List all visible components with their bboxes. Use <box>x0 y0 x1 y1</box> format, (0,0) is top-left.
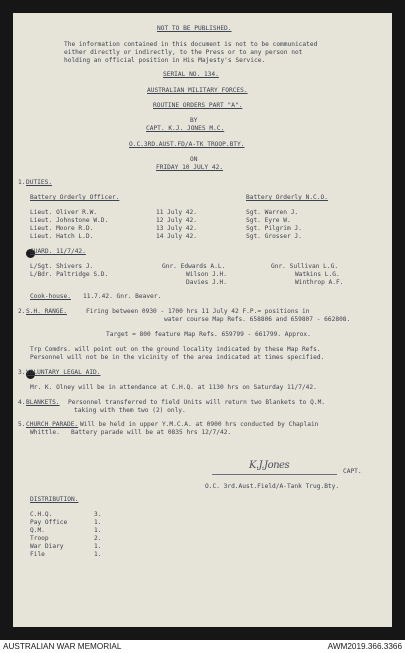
distribution-n-1: 3. <box>94 511 102 518</box>
section-3-heading: VOLUNTARY LEGAL AID. <box>26 369 101 376</box>
unit-name: O.C.3RD.AUST.FD/A-TK TROOP.BTY. <box>129 141 245 148</box>
on-label: ON <box>190 156 198 163</box>
orderly-nco-heading: Battery Orderly N.C.O. <box>246 194 328 201</box>
orders-heading: ROUTINE ORDERS PART "A". <box>153 102 243 109</box>
distribution-n-2: 1. <box>94 519 102 526</box>
firing-note-2: Personnel will not be in the vicinity of the area indicated at times specified. <box>30 354 325 361</box>
nco-name-4: Sgt. Grosser J. <box>246 233 302 240</box>
nco-name-3: Sgt. Pilgrim J. <box>246 225 302 232</box>
distribution-to-1: C.H.Q. <box>30 511 53 518</box>
guard-col2-2: Wilson J.H. <box>186 271 227 278</box>
officer-date-2: 12 July 42. <box>156 217 197 224</box>
guard-col1-1: L/Sgt. Shivers J. <box>30 263 94 270</box>
officer-date-4: 14 July 42. <box>156 233 197 240</box>
section-1-heading: DUTIES. <box>26 179 53 186</box>
distribution-to-3: Q.M. <box>30 527 45 534</box>
distribution-n-3: 1. <box>94 527 102 534</box>
guard-col1-2: L/Bdr. Paltridge S.D. <box>30 271 109 278</box>
firing-note-1: Trp Comdrs. will point out on the ground locality indicated by these Map Refs. <box>30 346 321 353</box>
serial-number: SERIAL NO. 134. <box>163 71 219 78</box>
order-date: FRIDAY 10 JULY 42. <box>156 164 224 171</box>
distribution-n-6: 1. <box>94 551 102 558</box>
force-heading: AUSTRALIAN MILITARY FORCES. <box>147 87 248 94</box>
signature-unit: O.C. 3rd.Aust.Field/A-Tank Trug.Bty. <box>205 483 340 490</box>
notice-line-3: holding an official position in His Majesty's Service. <box>64 57 266 64</box>
by-label: BY <box>190 117 198 124</box>
archive-name: AUSTRALIAN WAR MEMORIAL <box>3 642 122 651</box>
nco-name-2: Sgt. Eyre W. <box>246 217 291 224</box>
archive-footer <box>0 640 405 653</box>
firing-line-2: water course Map Refs. 658806 and 659807 - 662808. <box>164 316 351 323</box>
signature-line <box>212 474 337 475</box>
officer-date-1: 11 July 42. <box>156 209 197 216</box>
officer-name-2: Lieut. Johnstone W.D. <box>30 217 109 224</box>
section-2-number: 2. <box>18 308 26 315</box>
distribution-to-5: War Diary <box>30 543 64 550</box>
officer-name-4: Lieut. Hatch L.D. <box>30 233 94 240</box>
officer-name-1: Lieut. Oliver R.W. <box>30 209 98 216</box>
distribution-to-2: Pay Office <box>30 519 68 526</box>
church-line-1: Will be held in upper Y.M.C.A. at 0900 hrs conducted by Chaplain <box>80 421 319 428</box>
guard-col2-3: Davies J.H. <box>186 279 227 286</box>
cookhouse-detail: 11.7.42. Gnr. Beaver. <box>83 293 162 300</box>
section-5-heading: CHURCH PARADE. <box>26 421 79 428</box>
officer-date-3: 13 July 42. <box>156 225 197 232</box>
nco-name-1: Sgt. Warren J. <box>246 209 299 216</box>
distribution-n-5: 1. <box>94 543 102 550</box>
section-5-number: 5. <box>18 421 26 428</box>
handwritten-signature: K.J.Jones <box>249 460 290 471</box>
distribution-to-6: File <box>30 551 45 558</box>
blankets-line-2: taking with them two (2) only. <box>74 407 186 414</box>
officer-name: CAPT. K.J. JONES M.C. <box>146 125 225 132</box>
archive-reference: AWM2019.366.3366 <box>327 642 402 651</box>
restriction-heading: NOT TO BE PUBLISHED. <box>157 25 232 32</box>
guard-col3-3: Winthrop A.F. <box>295 279 344 286</box>
distribution-to-4: Troop <box>30 535 49 542</box>
section-1-number: 1. <box>18 179 26 186</box>
distribution-heading: DISTRIBUTION. <box>30 496 79 503</box>
notice-line-1: The information contained in this document is not to be communicated <box>64 41 318 48</box>
cookhouse-heading: Cook-house. <box>30 293 71 300</box>
signature-rank: CAPT. <box>343 468 362 475</box>
guard-col3-2: Watkins L.G. <box>295 271 340 278</box>
blankets-line-1: Personnel transferred to field Units will return two Blankets to Q.M. <box>68 399 326 406</box>
officer-name-3: Lieut. Moore R.D. <box>30 225 94 232</box>
section-2-heading: S.H. RANGE. <box>26 308 67 315</box>
guard-col2-1: Gnr. Edwards A.L. <box>162 263 226 270</box>
guard-heading: GUARD. 11/7/42. <box>30 248 86 255</box>
legal-aid-text: Mr. K. Olney will be in attendance at C.H.Q. at 1130 hrs on Saturday 11/7/42. <box>30 384 317 391</box>
orderly-officer-heading: Battery Orderly Officer. <box>30 194 120 201</box>
notice-line-2: either directly or indirectly, to the Press or to any person not <box>64 49 303 56</box>
guard-col3-1: Gnr. Sullivan L.G. <box>271 263 339 270</box>
firing-target: Target = 800 feature Map Refs. 659799 - 661799. Approx. <box>106 331 311 338</box>
distribution-n-4: 2. <box>94 535 102 542</box>
section-4-heading: BLANKETS. <box>26 399 60 406</box>
document-page <box>13 13 392 627</box>
section-3-number: 3. <box>18 369 26 376</box>
firing-line-1: Firing between 0930 - 1700 hrs 11 July 42 F.P.= positions in <box>86 308 310 315</box>
church-line-2: Whittle. Battery parade will be at 0835 hrs 12/7/42. <box>30 429 232 436</box>
section-4-number: 4. <box>18 399 26 406</box>
